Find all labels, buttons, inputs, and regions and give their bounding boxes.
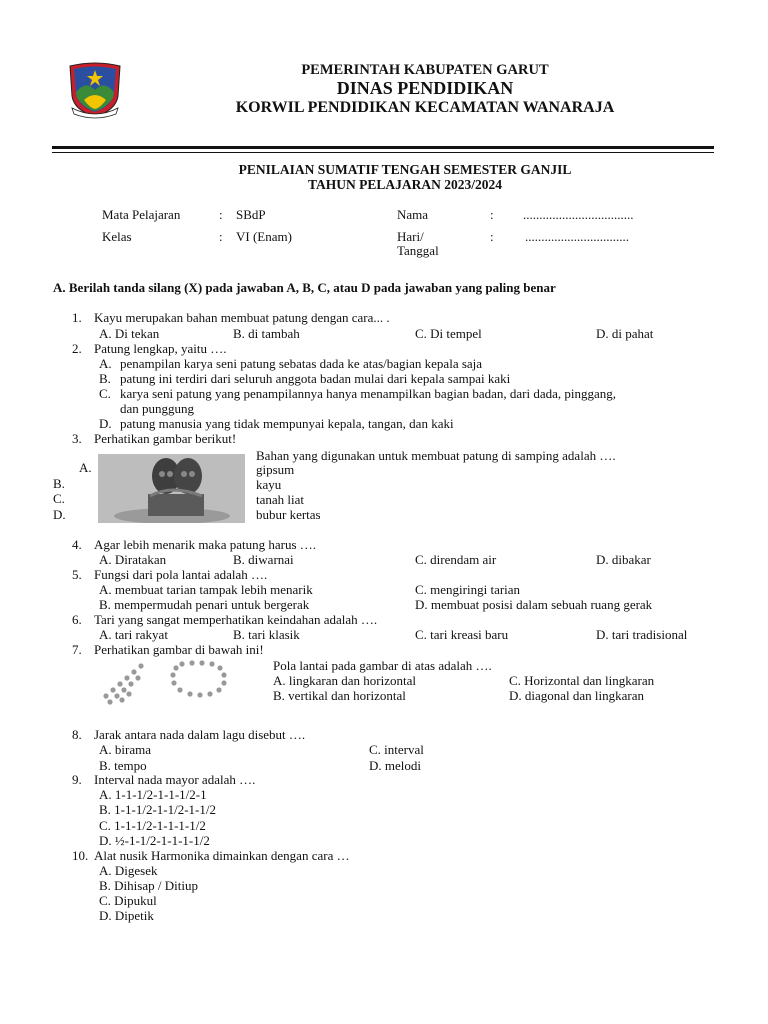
option-b[interactable]: B. 1-1-1/2-1-1/2-1-1/2	[99, 802, 216, 817]
date-label: Hari/	[397, 229, 424, 244]
header-rule-thin	[52, 152, 714, 153]
question-number: 3.	[72, 431, 82, 446]
name-field[interactable]: ..................................	[523, 207, 634, 222]
question-text: Patung lengkap, yaitu ….	[94, 341, 227, 356]
option-b[interactable]: B. di tambah	[233, 326, 300, 341]
question-text: Jarak antara nada dalam lagu disebut ….	[94, 727, 306, 742]
colon: :	[219, 207, 223, 222]
option-letter: C.	[53, 491, 65, 506]
name-label: Nama	[397, 207, 429, 222]
option-b[interactable]: B. tempo	[99, 758, 147, 773]
option-c[interactable]: C. direndam air	[415, 552, 497, 567]
option-c[interactable]: karya seni patung yang penampilannya hanya menampilkan bagian badan, dari dada, pinggang,	[120, 386, 616, 401]
option-d[interactable]: D. diagonal dan lingkaran	[509, 688, 645, 703]
option-letter: C.	[99, 386, 111, 401]
option-a[interactable]: A. Di tekan	[99, 326, 160, 341]
option-letter: D.	[99, 416, 112, 431]
option-b[interactable]: patung ini terdiri dari seluruh anggota badan mulai dari kepala sampai kaki	[120, 371, 511, 386]
option-a[interactable]: gipsum	[256, 462, 295, 477]
option-c[interactable]: C. tari kreasi baru	[415, 627, 509, 642]
option-c[interactable]: C. 1-1-1/2-1-1-1-1/2	[99, 818, 206, 833]
option-letter: B.	[53, 476, 65, 491]
exam-title: PENILAIAN SUMATIF TENGAH SEMESTER GANJIL	[238, 162, 572, 177]
option-letter: B.	[99, 371, 111, 386]
option-a[interactable]: A. Diratakan	[99, 552, 167, 567]
option-letter: D.	[53, 507, 66, 522]
option-a[interactable]: A. tari rakyat	[99, 627, 168, 642]
colon: :	[490, 207, 494, 222]
header-region: KORWIL PENDIDIKAN KECAMATAN WANARAJA	[235, 99, 615, 116]
question-text: Kayu merupakan bahan membuat patung dengan cara... .	[94, 310, 390, 325]
question-number: 4.	[72, 537, 82, 552]
question-number: 10.	[72, 848, 89, 863]
colon: :	[490, 229, 494, 244]
question-number: 7.	[72, 642, 82, 657]
header-government: PEMERINTAH KABUPATEN GARUT	[301, 62, 549, 78]
option-b[interactable]: B. diwarnai	[233, 552, 294, 567]
question-text: Fungsi dari pola lantai adalah ….	[94, 567, 268, 582]
question-text: Perhatikan gambar berikut!	[94, 431, 237, 446]
option-a[interactable]: A. 1-1-1/2-1-1-1/2-1	[99, 787, 207, 802]
option-b[interactable]: kayu	[256, 477, 282, 492]
section-a-heading: A. Berilah tanda silang (X) pada jawaban A, B, C, atau D pada jawaban yang paling benar	[53, 280, 556, 295]
exam-year: TAHUN PELAJARAN 2023/2024	[307, 177, 502, 192]
option-d[interactable]: D. melodi	[369, 758, 421, 773]
question-text: Perhatikan gambar di bawah ini!	[94, 642, 264, 657]
option-d[interactable]: D. membuat posisi dalam sebuah ruang gerak	[415, 597, 653, 612]
option-d[interactable]: D. dibakar	[596, 552, 651, 567]
option-c[interactable]: C. mengiringi tarian	[415, 582, 521, 597]
option-d[interactable]: D. Dipetik	[99, 908, 154, 923]
date-label-2: Tanggal	[397, 243, 439, 258]
option-a[interactable]: A. membuat tarian tampak lebih menarik	[99, 582, 313, 597]
option-a[interactable]: A. birama	[99, 742, 151, 757]
option-d[interactable]: bubur kertas	[256, 507, 321, 522]
question-prompt: Pola lantai pada gambar di atas adalah ….	[273, 658, 492, 673]
header-rule-thick	[52, 146, 714, 149]
garut-logo	[66, 60, 124, 120]
option-c[interactable]: C. Di tempel	[415, 326, 482, 341]
question-number: 1.	[72, 310, 82, 325]
date-field[interactable]: ................................	[525, 229, 629, 244]
option-letter: A.	[79, 460, 92, 475]
option-b[interactable]: B. tari klasik	[233, 627, 300, 642]
question-number: 2.	[72, 341, 82, 356]
floor-pattern-diagram	[100, 656, 260, 706]
class-label: Kelas	[102, 229, 132, 244]
option-a[interactable]: A. Digesek	[99, 863, 158, 878]
option-c[interactable]: tanah liat	[256, 492, 305, 507]
colon: :	[219, 229, 223, 244]
option-c[interactable]: C. Horizontal dan lingkaran	[509, 673, 655, 688]
class-value: VI (Enam)	[236, 229, 292, 244]
option-d[interactable]: D. di pahat	[596, 326, 654, 341]
option-a[interactable]: penampilan karya seni patung sebatas dada ke atas/bagian kepala saja	[120, 356, 483, 371]
header-department: DINAS PENDIDIKAN	[336, 78, 514, 98]
option-letter: A.	[99, 356, 112, 371]
subject-label: Mata Pelajaran	[102, 207, 181, 222]
option-d[interactable]: patung manusia yang tidak mempunyai kepala, tangan, dan kaki	[120, 416, 454, 431]
option-b[interactable]: B. mempermudah penari untuk bergerak	[99, 597, 310, 612]
option-b[interactable]: B. Dihisap / Ditiup	[99, 878, 198, 893]
question-number: 9.	[72, 772, 82, 787]
question-number: 8.	[72, 727, 82, 742]
question-text: Agar lebih menarik maka patung harus ….	[94, 537, 317, 552]
option-b[interactable]: B. vertikal dan horizontal	[273, 688, 406, 703]
question-text: Tari yang sangat memperhatikan keindahan adalah ….	[94, 612, 378, 627]
question-number: 6.	[72, 612, 82, 627]
question-number: 5.	[72, 567, 82, 582]
subject-value: SBdP	[236, 207, 266, 222]
option-c-continued: dan punggung	[120, 401, 195, 416]
option-d[interactable]: D. ½-1-1/2-1-1-1-1/2	[99, 833, 210, 848]
option-c[interactable]: C. Dipukul	[99, 893, 157, 908]
option-c[interactable]: C. interval	[369, 742, 424, 757]
question-text: Alat nusik Harmonika dimainkan dengan cara …	[94, 848, 350, 863]
statue-photo	[98, 454, 245, 523]
question-text: Interval nada mayor adalah ….	[94, 772, 256, 787]
question-prompt: Bahan yang digunakan untuk membuat patung di samping adalah ….	[256, 448, 616, 463]
option-a[interactable]: A. lingkaran dan horizontal	[273, 673, 416, 688]
option-d[interactable]: D. tari tradisional	[596, 627, 688, 642]
